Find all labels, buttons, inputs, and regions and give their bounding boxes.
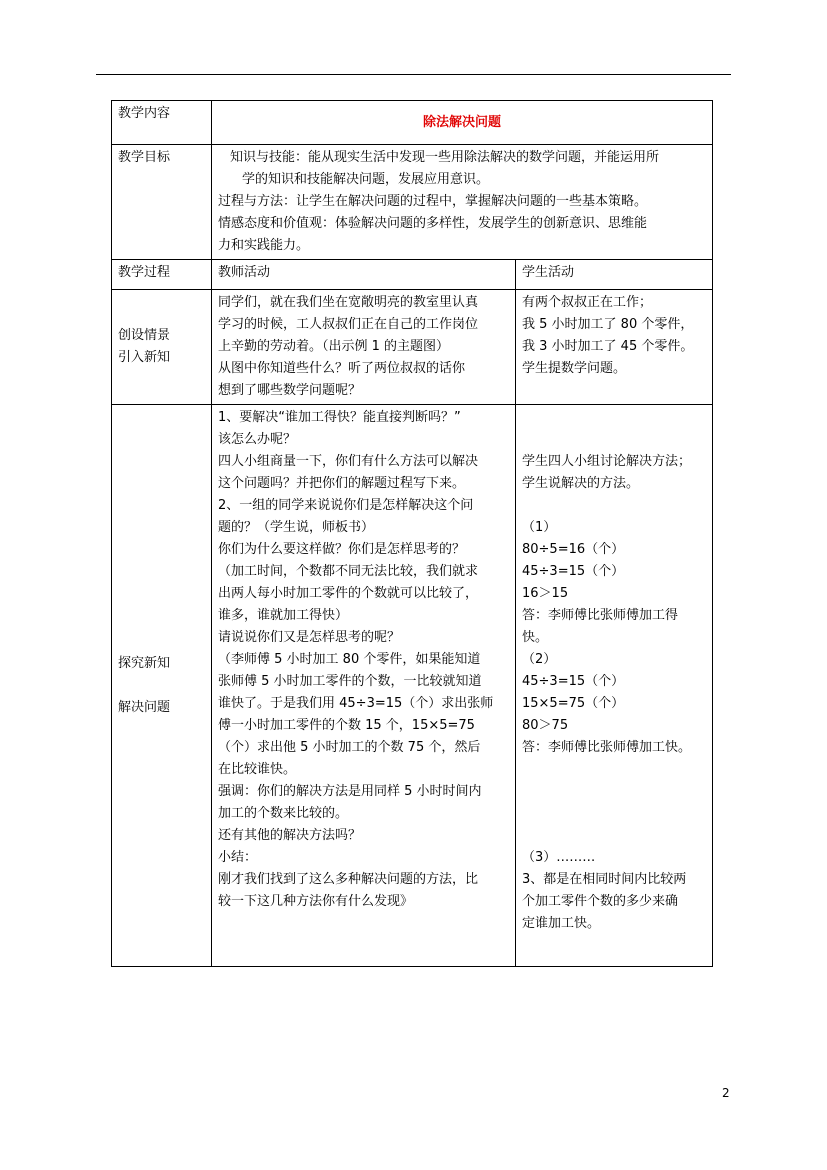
goals-text — [212, 145, 713, 260]
teacher-line: 刚才我们找到了这么多种解决问题的方法，比 — [218, 872, 479, 887]
spacer — [522, 825, 706, 847]
student-line: 45÷3=15（个） — [522, 564, 625, 579]
header-rule — [96, 74, 731, 75]
intro-label-line: 引入新知 — [118, 350, 171, 365]
teacher-line: 在比较谁快。 — [218, 762, 297, 777]
intro-label — [112, 290, 212, 405]
intro-row — [112, 290, 713, 405]
student-line: 个加工零件个数的多少来确 — [522, 894, 679, 909]
teacher-line: 四人小组商量一下，你们有什么方法可以解决 — [218, 454, 479, 469]
teacher-line: 题的？（学生说，师板书） — [218, 520, 375, 535]
student-line: 15×5=75（个） — [522, 696, 625, 711]
student-line: 有两个叔叔正在工作； — [522, 295, 653, 310]
explore-student-activity — [516, 405, 713, 967]
student-line: （2） — [522, 652, 557, 667]
teacher-line: 同学们，就在我们坐在宽敞明亮的教室里认真 — [218, 295, 479, 310]
teacher-line: 上辛勤的劳动着。（出示例 1 的主题图） — [218, 339, 450, 354]
student-line: 学生说解决的方法。 — [522, 476, 640, 491]
intro-teacher-activity — [212, 290, 516, 405]
spacer — [522, 495, 706, 517]
teacher-activity-header: 教师活动 — [212, 260, 516, 290]
student-line: 我 5 小时加工了 80 个零件， — [522, 317, 694, 332]
student-line: 80÷5=16（个） — [522, 542, 625, 557]
teacher-line: 出两人每小时加工零件的个数就可以比较了， — [218, 586, 479, 601]
spacer — [522, 429, 706, 451]
student-line: 答：李师傅比张师傅加工快。 — [522, 740, 692, 755]
teacher-line: 2、一组的同学来说说你们是怎样解决这个问 — [218, 498, 474, 513]
teacher-line: （加工时间，个数都不同无法比较，我们就求 — [218, 564, 479, 579]
teacher-line: 1、要解决“谁加工得快？能直接判断吗？” — [218, 410, 461, 425]
student-line: 我 3 小时加工了 45 个零件。 — [522, 339, 694, 354]
goals-line: 情感态度和价值观：体验解决问题的多样性，发展学生的创新意识、思维能 — [218, 216, 648, 231]
student-activity-header: 学生活动 — [516, 260, 713, 290]
student-line: 45÷3=15（个） — [522, 674, 625, 689]
student-line: 快。 — [522, 630, 549, 645]
student-line: 80＞75 — [522, 718, 569, 733]
goals-row — [112, 145, 713, 260]
student-line: 3、都是在相同时间内比较两 — [522, 872, 687, 887]
teacher-line: 从图中你知道些什么？听了两位叔叔的话你 — [218, 361, 466, 376]
spacer — [522, 803, 706, 825]
spacer — [522, 781, 706, 803]
teacher-line: （个）求出他 5 小时加工的个数 75 个，然后 — [218, 740, 481, 755]
process-label: 教学过程 — [112, 260, 212, 290]
explore-teacher-activity — [212, 405, 516, 967]
teacher-line: 你们为什么要这样做？你们是怎样思考的？ — [218, 542, 466, 557]
teacher-line: 这个问题吗？并把你们的解题过程写下来。 — [218, 476, 466, 491]
teacher-line: 较一下这几种方法你有什么发现》 — [218, 894, 414, 909]
teacher-line: 谁多，谁就加工得快） — [218, 608, 349, 623]
teacher-line: 傅一小时加工零件的个数 15 个，15×5=75 — [218, 718, 475, 733]
spacer — [522, 759, 706, 781]
student-line: 学生四人小组讨论解决方法； — [522, 454, 692, 469]
student-line: 学生提数学问题。 — [522, 361, 627, 376]
teacher-line: 还有其他的解决方法吗？ — [218, 828, 362, 843]
student-line: 答：李师傅比张师傅加工得 — [522, 608, 679, 623]
teacher-line: 强调：你们的解决方法是用同样 5 小时时间内 — [218, 784, 482, 799]
explore-row — [112, 405, 713, 967]
explore-label — [112, 405, 212, 967]
goals-label: 教学目标 — [112, 145, 212, 260]
page-number: 2 — [722, 1086, 730, 1100]
teacher-line: 想到了哪些数学问题呢？ — [218, 383, 362, 398]
student-line: 定谁加工快。 — [522, 916, 601, 931]
lesson-title: 除法解决问题 — [212, 101, 713, 145]
goals-line: 学的知识和技能解决问题，发展应用意识。 — [242, 172, 490, 187]
process-header-row — [112, 260, 713, 290]
student-line: （1） — [522, 520, 557, 535]
goals-line: 过程与方法：让学生在解决问题的过程中，掌握解决问题的一些基本策略。 — [218, 194, 648, 209]
intro-student-activity — [516, 290, 713, 405]
explore-label-line: 解决问题 — [118, 699, 171, 715]
explore-label-line: 探究新知 — [118, 655, 171, 671]
student-line: （3）……… — [522, 850, 596, 865]
spacer — [522, 407, 706, 429]
teacher-line: （李师傅 5 小时加工 80 个零件，如果能知道 — [218, 652, 481, 667]
teacher-line: 谁快了。于是我们用 45÷3=15（个）求出张师 — [218, 696, 494, 711]
goals-line: 知识与技能：能从现实生活中发现一些用除法解决的数学问题，并能运用所 — [230, 150, 660, 165]
content-label: 教学内容 — [112, 101, 212, 145]
lesson-plan-table — [111, 100, 713, 967]
teacher-line: 小结： — [218, 850, 258, 865]
teacher-line: 加工的个数来比较的。 — [218, 806, 349, 821]
content-row — [112, 101, 713, 145]
teacher-line: 学习的时候，工人叔叔们正在自己的工作岗位 — [218, 317, 479, 332]
goals-line: 力和实践能力。 — [218, 238, 310, 253]
teacher-line: 该怎么办呢？ — [218, 432, 297, 447]
teacher-line: 请说说你们又是怎样思考的呢？ — [218, 630, 401, 645]
intro-label-line: 创设情景 — [118, 328, 171, 343]
student-line: 16＞15 — [522, 586, 569, 601]
teacher-line: 张师傅 5 小时加工零件的个数，一比较就知道 — [218, 674, 482, 689]
